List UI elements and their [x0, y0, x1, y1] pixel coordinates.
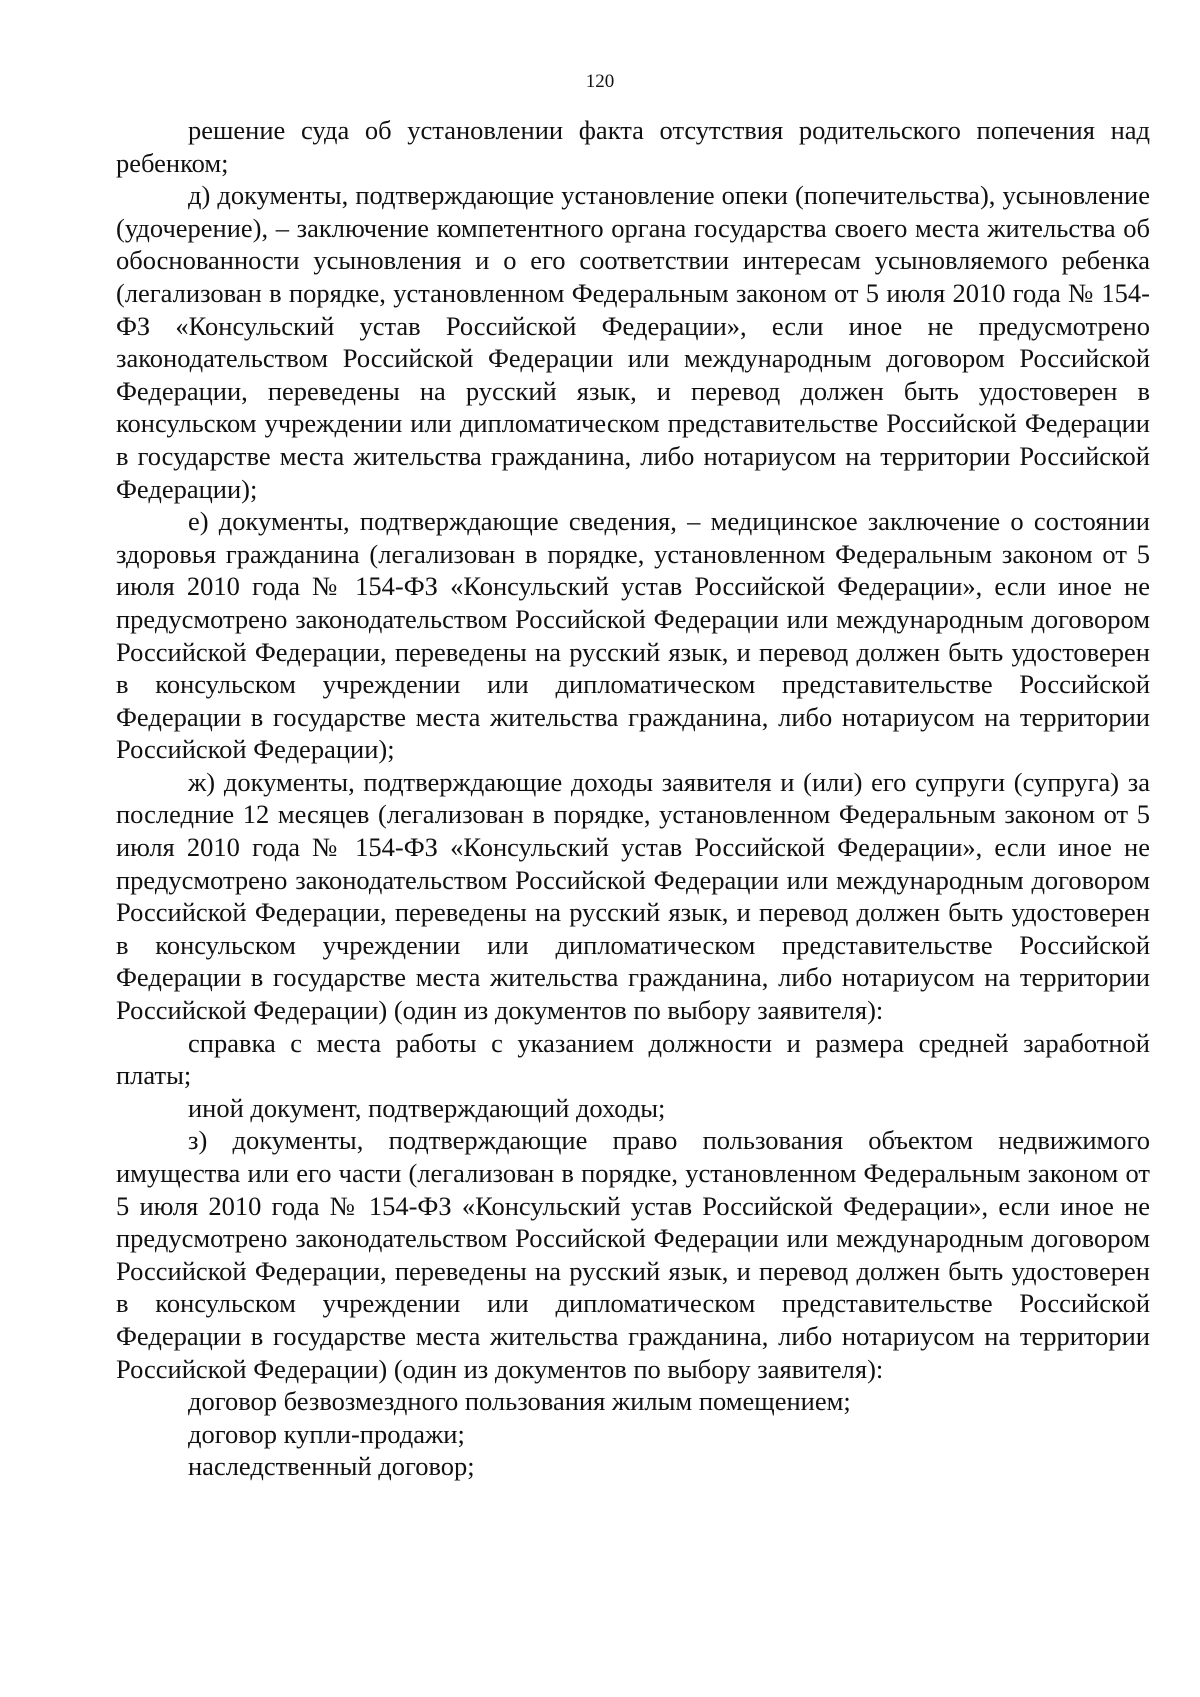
paragraph-item-z-property: з) документы, подтверждающие право пользования объектом недвижимого имущества или его части (легализован в порядке, установленном Федеральным законом от 5 июля 2010 года № 154-ФЗ «Консульский устав Российской Федерации», если иное не предусмотрено законодательством Российской Федерации или международным договором Российской Федерации, переведены на русский язык, и перевод должен быть удостоверен в консульском учреждении или дипломатическом представительстве Российской Федерации в государстве места жительства гражданина, либо нотариусом на территории Российской Федерации) (один из документов по выбору заявителя):: [116, 1125, 1150, 1384]
paragraph-salary-certificate: справка с места работы с указанием должности и размера средней заработной платы;: [116, 1027, 1150, 1091]
paragraph-sale-agreement: договор купли-продажи;: [188, 1418, 465, 1449]
paragraph-item-e-medical: е) документы, подтверждающие сведения, – медицинское заключение о состоянии здоровья гражданина (легализован в порядке, установленном Федеральным законом от 5 июля 2010 года № 154-ФЗ «Консульский устав Российской Федерации», если иное не предусмотрено законодательством Российской Федерации или международным договором Российской Федерации, переведены на русский язык, и перевод должен быть удостоверен в консульском учреждении или дипломатическом представительстве Российской Федерации в государстве места жительства гражданина, либо нотариусом на территории Российской Федерации);: [116, 506, 1150, 765]
paragraph-item-zh-income: ж) документы, подтверждающие доходы заявителя и (или) его супруги (супруга) за последние 12 месяцев (легализован в порядке, установленном Федеральным законом от 5 июля 2010 года № 154-ФЗ «Консульский устав Российской Федерации», если иное не предусмотрено законодательством Российской Федерации или международным договором Российской Федерации, переведены на русский язык, и перевод должен быть удостоверен в консульском учреждении или дипломатическом представительстве Российской Федерации в государстве места жительства гражданина, либо нотариусом на территории Российской Федерации) (один из документов по выбору заявителя):: [116, 766, 1150, 1026]
page-number: 120: [585, 71, 615, 92]
paragraph-item-d-guardianship: д) документы, подтверждающие установление опеки (попечительства), усыновление (удочерение), – заключение компетентного органа государства своего места жительства об обоснованности усыновления и о его соответствии интересам усыновляемого ребенка (легализован в порядке, установленном Федеральным законом от 5 июля 2010 года № 154-ФЗ «Консульский устав Российской Федерации», если иное не предусмотрено законодательством Российской Федерации или международным договором Российской Федерации, переведены на русский язык, и перевод должен быть удостоверен в консульском учреждении или дипломатическом представительстве Российской Федерации в государстве места жительства гражданина, либо нотариусом на территории Российской Федерации);: [116, 180, 1150, 504]
paragraph-free-use-agreement: договор безвозмездного пользования жилым помещением;: [188, 1386, 851, 1417]
paragraph-other-income-document: иной документ, подтверждающий доходы;: [188, 1092, 666, 1123]
document-body: [116, 114, 1150, 1483]
paragraph-court-decision: решение суда об установлении факта отсутствия родительского попечения над ребенком;: [116, 115, 1150, 178]
paragraph-inheritance-agreement: наследственный договор;: [188, 1451, 475, 1482]
